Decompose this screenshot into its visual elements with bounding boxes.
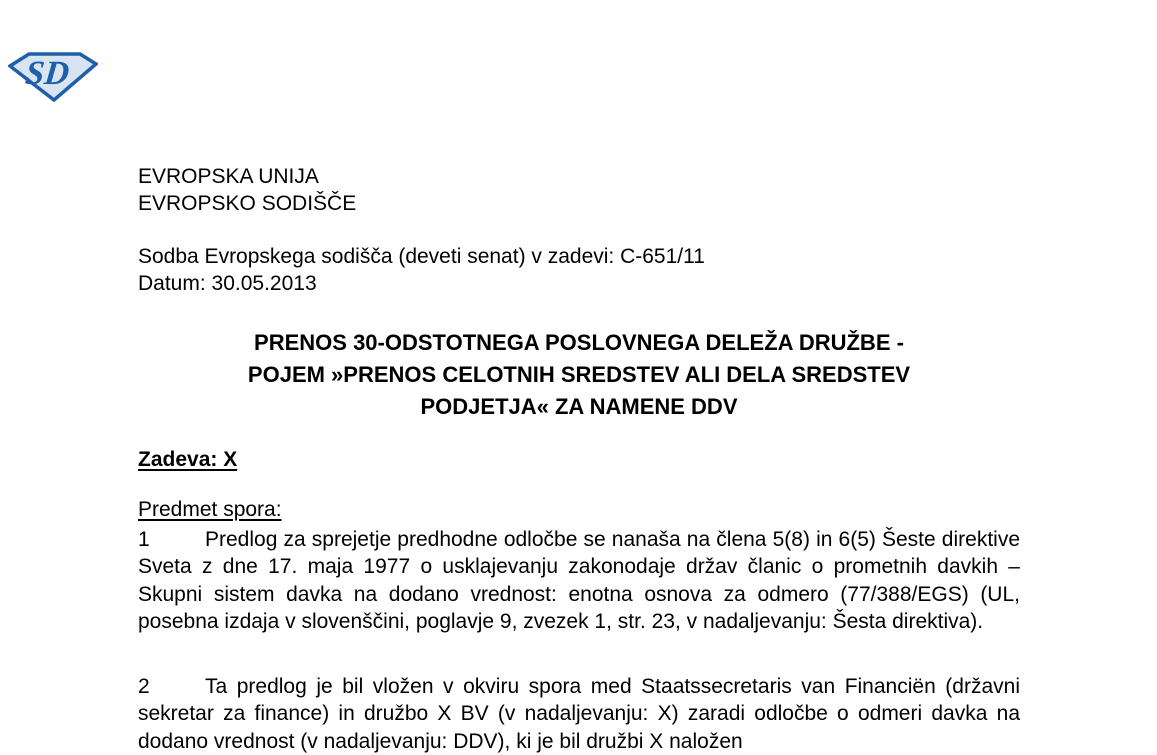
document-title: [138, 327, 1020, 423]
svg-text:SD: SD: [23, 55, 71, 92]
date-line: Datum: 30.05.2013: [138, 272, 317, 295]
paragraph-number: 1: [138, 528, 150, 551]
title-line: PRENOS 30-ODSTOTNEGA POSLOVNEGA DELEŽA DRUŽBE -: [254, 330, 904, 355]
title-line: PODJETJA« ZA NAMENE DDV: [420, 394, 738, 419]
case-label: Zadeva: X: [138, 448, 238, 471]
sd-diamond-logo-icon: [8, 50, 98, 102]
case-info: [138, 243, 1020, 297]
case-number-line: Sodba Evropskega sodišča (deveti senat) v zadevi: C-651/11: [138, 245, 705, 268]
paragraph-number: 2: [138, 675, 150, 698]
subject-label: Predmet spora:: [138, 498, 282, 521]
sd-diamond-logo: [8, 50, 98, 102]
org-line-court: EVROPSKO SODIŠČE: [138, 192, 357, 215]
subject-heading: [138, 498, 1020, 522]
org-line-eu: EVROPSKA UNIJA: [138, 165, 319, 188]
document-header: [138, 163, 1020, 217]
paragraph-text: Ta predlog je bil vložen v okviru spora med Staatssecretaris van Financiën (državni sekretar za finance) in družbo X BV (v nadaljevanju: X) zaradi odločbe o odmeri davka na dodano vrednost (v nadaljevanju: DDV), ki je bil družbi X naložen: [138, 675, 1020, 753]
paragraph-text: Predlog za sprejetje predhodne odločbe se nanaša na člena 5(8) in 6(5) Šeste direktive Sveta z dne 17. maja 1977 o usklajevanju zakonodaje držav članic o prometnih davkih – Skupni sistem davka na dodano vrednost: enotna osnova za odmero (77/388/EGS) (UL, posebna izdaja v slovenščini, poglavje 9, zvezek 1, str. 23, v nadaljevanju: Šesta direktiva).: [138, 528, 1020, 633]
paragraph: [138, 526, 1020, 635]
case-label-heading: [138, 448, 1020, 472]
title-line: POJEM »PRENOS CELOTNIH SREDSTEV ALI DELA SREDSTEV: [247, 362, 911, 387]
